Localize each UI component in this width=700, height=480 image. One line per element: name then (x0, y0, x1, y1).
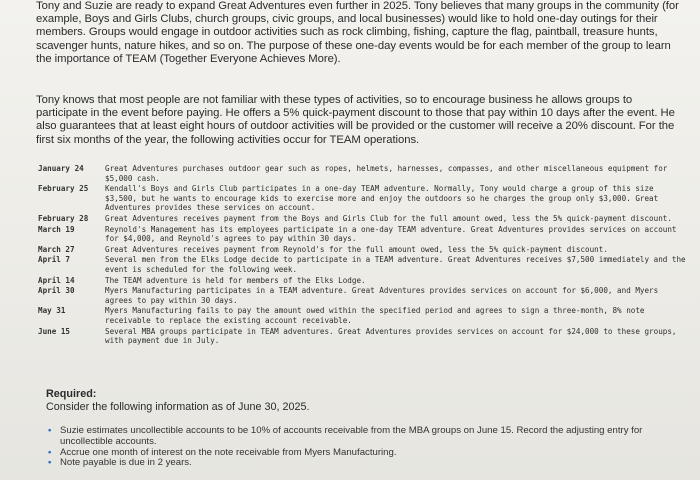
transaction-date: May 31 (38, 306, 66, 316)
transaction-row (38, 255, 688, 274)
transaction-row (38, 225, 688, 244)
required-section (46, 388, 646, 413)
transaction-date: March 27 (38, 244, 75, 254)
transaction-date: April 14 (38, 275, 75, 285)
bullet-text: Accrue one month of interest on the note receivable from Myers Manufacturing. (60, 446, 397, 458)
intro-paragraph: Tony and Suzie are ready to expand Great Adventures even further in 2025. Tony believes that many groups in the community (for example, Boys and Girls Clubs, church groups, civic groups, and local businesses) would like to hold one-day outings for their members. Groups would engage in outdoor activities such as rock climbing, fishing, capture the flag, paintball, treasure hunts, scavenger hunts, nature hikes, and so on. The purpose of these one-day events would be for each member of the group to learn the importance of TEAM (Together Everyone Achieves More). (36, 0, 679, 65)
required-heading: Required: (46, 388, 97, 400)
transaction-row (38, 286, 688, 305)
required-text: Consider the following information as of June 30, 2025. (46, 400, 310, 413)
transaction-row (38, 327, 688, 346)
transaction-text: Reynold's Management has its employees participate in a one-day TEAM adventure. Great Adventures provides services on account for $4,000, and Reynold's agrees to pay within 30 days. (105, 224, 677, 244)
bullet-icon: • (48, 446, 52, 458)
list-item (46, 426, 646, 448)
transaction-date: February 28 (38, 213, 89, 223)
transaction-row (38, 184, 688, 213)
transaction-text: Great Adventures receives payment from Reynold's for the full amount owed, less the 5% quick-payment discount. (105, 244, 608, 254)
transaction-row (38, 245, 688, 255)
transaction-date: January 24 (38, 164, 84, 173)
transaction-date: April 30 (38, 286, 75, 296)
transaction-text: Kendall's Boys and Girls Club participates in a one-day TEAM adventure. Normally, Tony would charge a group of this size $3,500, but he wants to encourage kids to exercise more and enjoy the outdoors so he charges the group only $3,000. Great Adventures provides these services on account. (105, 184, 659, 213)
transaction-text: Myers Manufacturing fails to pay the amount owed within the specified period and agrees to sign a three-month, 8% note receivable to replace the existing account receivable. (105, 306, 645, 325)
bullet-text: Suzie estimates uncollectible accounts to be 10% of accounts receivable from the MBA groups on June 15. Record the adjusting entry for uncollectible accounts. (60, 425, 643, 447)
transaction-text: Myers Manufacturing participates in a TEAM adventure. Great Adventures provides services on account for $6,000, and Myers agrees to pay within 30 days. (105, 286, 659, 305)
bullet-icon: • (48, 425, 52, 436)
requirement-bullets (46, 426, 646, 469)
transaction-row (38, 164, 688, 183)
transaction-row (38, 276, 688, 286)
second-paragraph: Tony knows that most people are not familiar with these types of activities, so to encourage business he allows groups to participate in the event before paying. He offers a 5% quick-payment discount to those that pay within 10 days after the event. He also guarantees that at least eight hours of outdoor activities will be provided or the customer will receive a 20% discount. For the first six months of the year, the following activities occur for TEAM operations. (36, 94, 675, 146)
transaction-text: Great Adventures receives payment from the Boys and Girls Club for the full amount owed, less the 5% quick-payment discount. (105, 213, 672, 223)
bullet-icon: • (48, 457, 52, 469)
transaction-text: The TEAM adventure is held for members of the Elks Lodge. (105, 275, 366, 285)
transaction-date: June 15 (38, 326, 71, 336)
transaction-row (38, 306, 688, 325)
transaction-text: Several MBA groups participate in TEAM adventures. Great Adventures provides services on account for $24,000 to these groups, with payment due in July. (105, 326, 677, 346)
bullet-text: Note payable is due in 2 years. (60, 457, 192, 469)
transaction-date: April 7 (38, 255, 71, 265)
transaction-text: Several men from the Elks Lodge decide to participate in a TEAM adventure. Great Adventures receives $7,500 immediately and the event is scheduled for the following week. (105, 255, 686, 274)
transaction-list (38, 164, 688, 347)
list-item (46, 458, 646, 469)
transaction-date: February 25 (38, 184, 89, 194)
transaction-text: Great Adventures purchases outdoor gear such as ropes, helmets, harnesses, compasses, and other miscellaneous equipment for $5,000 cash. (105, 164, 668, 183)
transaction-date: March 19 (38, 224, 75, 234)
transaction-row (38, 214, 688, 224)
